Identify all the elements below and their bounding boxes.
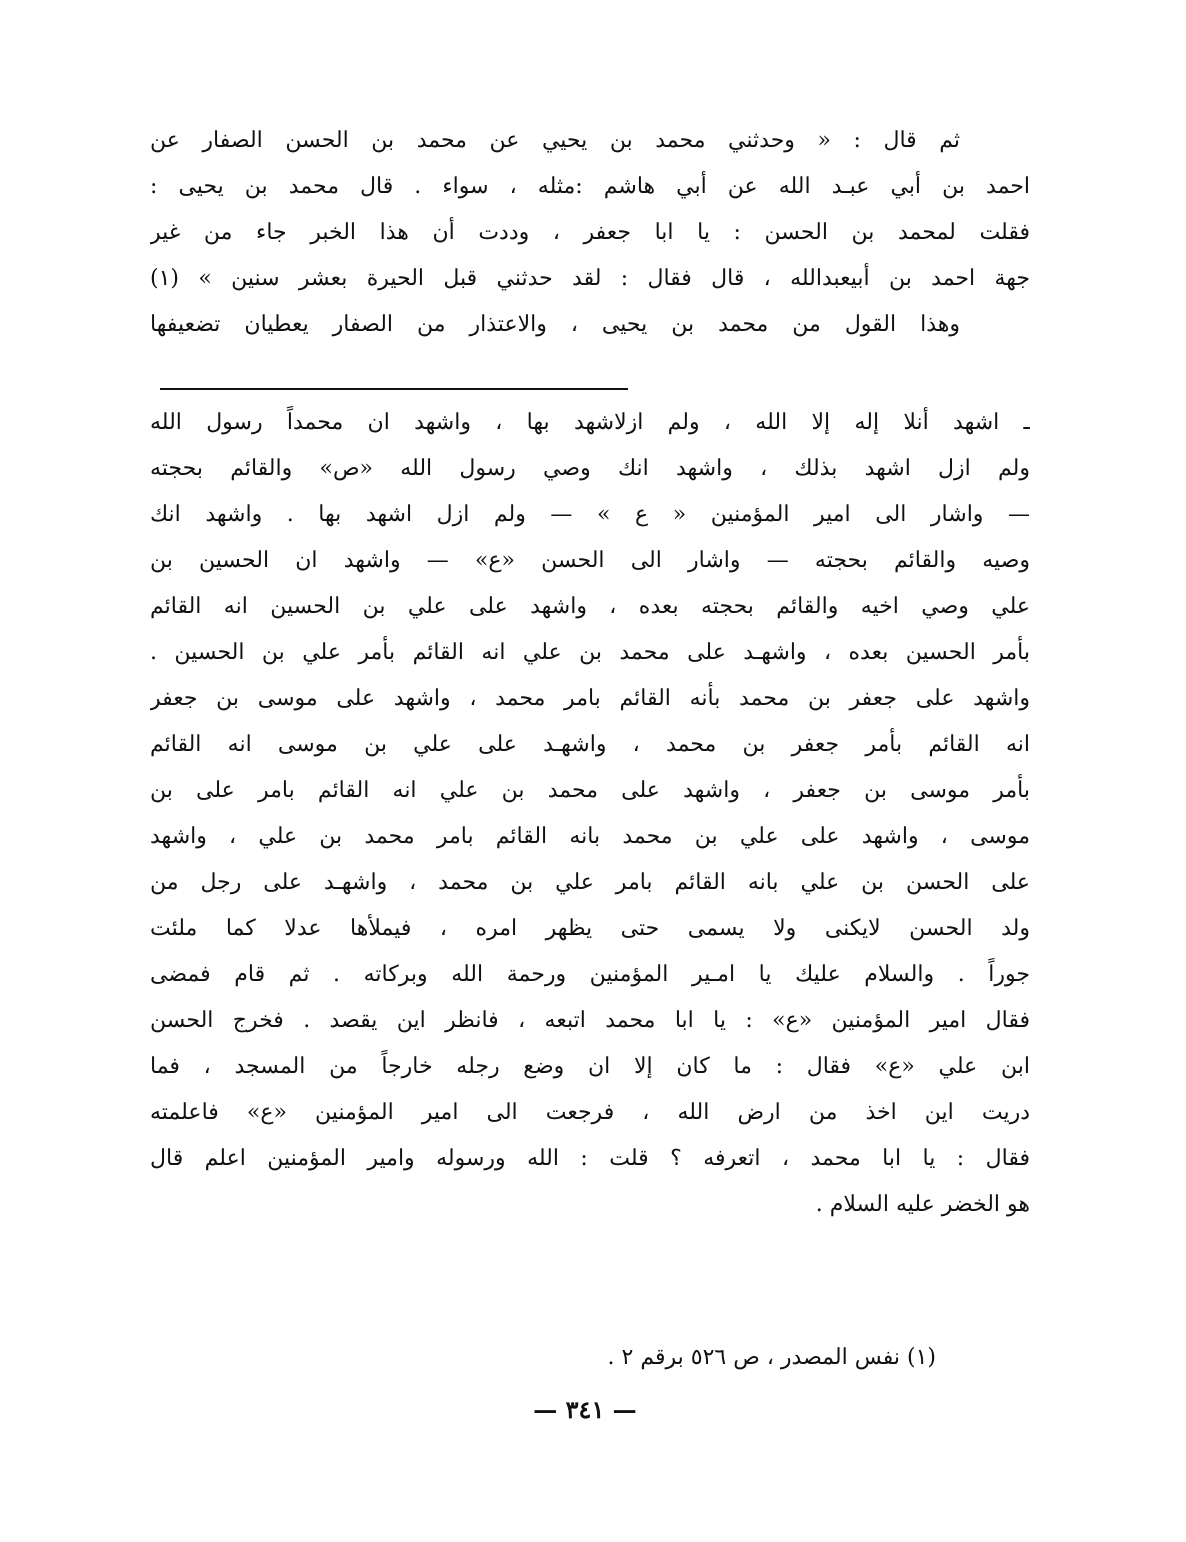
text-line: على الحسن بن علي بانه القائم بامر علي بن محمد ، واشهـد على رجل من <box>150 870 1030 895</box>
text-line: واشهد على جعفر بن محمد بأنه القائم بامر محمد ، واشهد على موسى بن جعفر <box>150 686 1030 711</box>
main-paragraph <box>150 400 1030 1228</box>
top-paragraph <box>150 118 1030 348</box>
text-line: هو الخضر عليه السلام . <box>815 1192 1030 1217</box>
text-line: ولد الحسن لايكنى ولا يسمى حتى يظهر امره ، فيملأها عدلا كما ملئت <box>150 916 1030 941</box>
text-line: — واشار الى امير المؤمنين « ع » — ولم ازل اشهد بها . واشهد انك <box>150 502 1030 527</box>
text-line: فقال امير المؤمنين «ع» : يا ابا محمد اتبعه ، فانظر اين يقصد . فخرج الحسن <box>150 1008 1030 1033</box>
text-line: فقال : يا ابا محمد ، اتعرفه ؟ قلت : الله ورسوله وامير المؤمنين اعلم قال <box>150 1146 1030 1171</box>
text-line: احمد بن أبي عبـد الله عن أبي هاشم :مثله ، سواء . قال محمد بن يحيى : <box>150 174 1030 199</box>
page-number: — ٣٤١ — <box>533 1395 637 1424</box>
text-line: دريت اين اخذ من ارض الله ، فرجعت الى امير المؤمنين «ع» فاعلمته <box>150 1100 1030 1125</box>
text-line: بأمر موسى بن جعفر ، واشهد على محمد بن علي انه القائم بامر على بن <box>150 778 1030 803</box>
text-line: وصيه والقائم بحجته — واشار الى الحسن «ع» — واشهد ان الحسين بن <box>150 548 1030 573</box>
text-line: فقلت لمحمد بن الحسن : يا ابا جعفر ، وددت أن هذا الخبر جاء من غير <box>150 220 1030 245</box>
text-line: وهذا القول من محمد بن يحيى ، والاعتذار من الصفار يعطيان تضعيفها <box>150 312 960 337</box>
text-line: موسى ، واشهد على علي بن محمد بانه القائم بامر محمد بن علي ، واشهد <box>150 824 1030 849</box>
text-line: جهة احمد بن أبيعبدالله ، قال فقال : لقد حدثني قبل الحيرة بعشر سنين » (١) <box>150 266 1030 291</box>
text-line: جوراً . والسلام عليك يا امـير المؤمنين ورحمة الله وبركاته . ثم قام فمضى <box>150 962 1030 987</box>
text-line: علي وصي اخيه والقائم بحجته بعده ، واشهد على علي بن الحسين انه القائم <box>150 594 1030 619</box>
text-line: ابن علي «ع» فقال : ما كان إلا ان وضع رجله خارجاً من المسجد ، فما <box>150 1054 1030 1079</box>
text-line: ولم ازل اشهد بذلك ، واشهد انك وصي رسول الله «ص» والقائم بحجته <box>150 456 1030 481</box>
text-line: ثم قال : « وحدثني محمد بن يحيي عن محمد بن الحسن الصفار عن <box>150 128 960 153</box>
text-line: انه القائم بأمر جعفر بن محمد ، واشهـد على علي بن موسى انه القائم <box>150 732 1030 757</box>
footnote-divider <box>160 388 628 390</box>
text-line: ـ اشهد أنلا إله إلا الله ، ولم ازلاشهد بها ، واشهد ان محمداً رسول الله <box>150 410 1030 435</box>
footnote: (١) نفس المصدر ، ص ٥٢٦ برقم ٢ . <box>607 1345 936 1370</box>
text-line: بأمر الحسين بعده ، واشهـد على محمد بن علي انه القائم بأمر علي بن الحسين . <box>150 640 1030 665</box>
